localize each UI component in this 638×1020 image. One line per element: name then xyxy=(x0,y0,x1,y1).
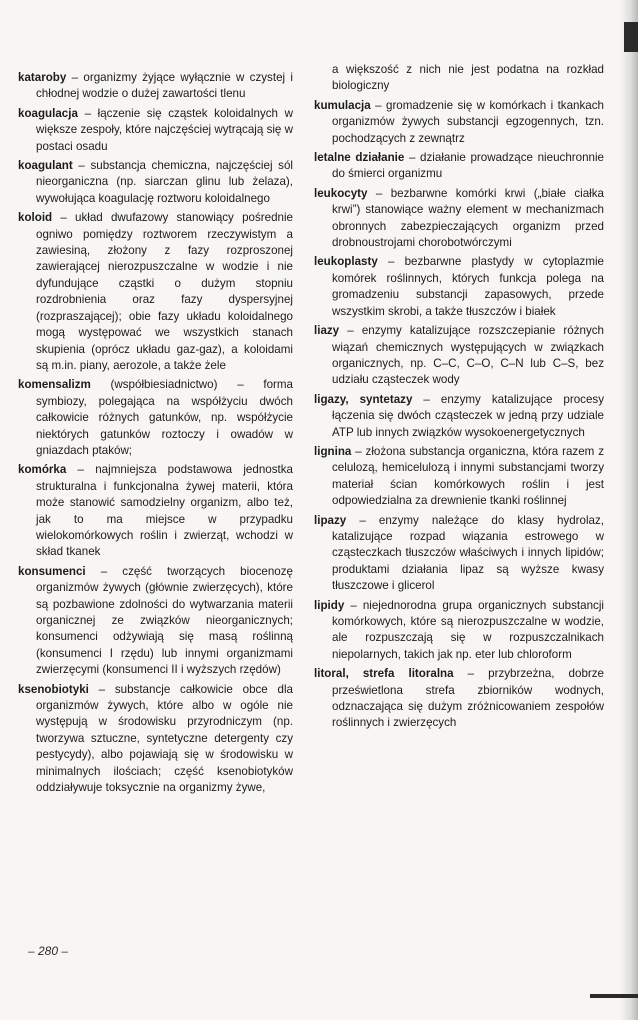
entry-term: leukoplasty xyxy=(314,255,378,269)
entry-definition: (współbiesiadnictwo) – forma symbiozy, polegająca na współżyciu dwóch całkowicie różnych gatunków, np. współżycie niektórych gatunków roztoczy i owadów w gniazdach ptaków; xyxy=(36,378,293,457)
glossary-entry-konsumenci xyxy=(18,564,293,679)
glossary-entry-liazy xyxy=(314,323,604,389)
entry-definition: – substancje całkowicie obce dla organizmów żywych, które albo w ogóle nie występują w środowisku przyrodniczym (np. tworzywa sztuczne, syntetyczne detergenty czy pestycydy), albo pojawiają się w środowisku w minimalnych ilościach; część ksenobiotyków oddziaływuje toksycznie na organizmy żywe, xyxy=(36,682,293,795)
entry-term: konsumenci xyxy=(18,564,86,578)
entry-definition: – bezbarwne komórki krwi („białe ciałka krwi”) stanowiące ważny element w mechanizmach obronnych zabezpieczających organizm przed drobnoustrojami chorobotwórczymi xyxy=(332,186,604,250)
glossary-entry-leukoplasty xyxy=(314,254,604,320)
glossary-entry-leukocyty xyxy=(314,186,604,252)
entry-term: koagulacja xyxy=(18,106,78,120)
entry-definition: – najmniejsza podstawowa jednostka strukturalna i funkcjonalna żywej materii, która może stanowić samodzielny organizm, albo też, jak to ma miejsce w przypadku wielokomórkowych roślin i zwierząt, wchodzi w skład tkanek xyxy=(36,463,293,559)
entry-definition: – układ dwufazowy stanowiący pośrednie ogniwo pomiędzy roztworem rzeczywistym a zawiesiną, złożony z fazy rozproszonej zawierającej nierozpuszczalne w wodzie i nie dyfundujące cząstki o dużym stopniu rozdrobnienia oraz fazy dyspersyjnej (rozpraszającej); obie fazy układu koloidalnego mogą występować we wszystkich stanach skupienia (oprócz układu gaz-gaz), a koloidami są m.in. piany, aerozole, a także żele xyxy=(36,211,293,372)
entry-definition: – niejednorodna grupa organicznych substancji komórkowych, które są nierozpuszczalne w wodzie, ale rozpuszczają się w rozpuszczalnikach niepolarnych, takich jak np. eter lub chloroform xyxy=(332,598,604,661)
entry-definition: – substancja chemiczna, najczęściej sól nieorganiczna (np. siarczan glinu lub żelaza), wywołująca koagulację roztworu koloidalnego xyxy=(36,159,293,205)
entry-term: koagulant xyxy=(18,159,73,173)
glossary-entry-lipazy xyxy=(314,513,604,595)
glossary-entry-kataroby xyxy=(18,70,293,103)
glossary-entry-ksenobiotyki xyxy=(18,682,293,797)
entry-term: lipazy xyxy=(314,513,347,527)
left-column xyxy=(18,70,293,799)
glossary-entry-ligazy xyxy=(314,392,604,441)
entry-definition: – bezbarwne plastydy w cytoplazmie komórek roślinnych, których funkcja polega na gromadzeniu substancji zapasowych, przede wszystkim skrobi, a także tłuszczów i białek xyxy=(332,255,604,318)
edge-mark-top xyxy=(624,22,638,52)
entry-term: letalne działanie xyxy=(314,151,405,165)
glossary-entry-lipidy xyxy=(314,598,604,664)
glossary-entry-koagulacja xyxy=(18,106,293,155)
entry-definition: – gromadzenie się w komórkach i tkankach organizmów żywych substancji egzogennych, tzn. pochodzących z zewnątrz xyxy=(332,98,604,145)
entry-term: komórka xyxy=(18,463,67,477)
entry-definition: – część tworzących biocenozę organizmów żywych (głównie zwierzęcych), które są pozbawione zdolności do wytwarzania materii organicznej ze związków nieorganicznych; konsumenci odżywiają się masą roślinną (konsumenci I rzędu) lub innymi organizmami zwierzęcymi (konsumenci II i wyższych rzędów) xyxy=(36,564,293,677)
entry-term: kataroby xyxy=(18,71,67,84)
glossary-entry-koloid xyxy=(18,210,293,374)
entry-definition: – działanie prowadzące nieuchronnie do śmierci organizmu xyxy=(332,151,604,181)
glossary-entry-litoral xyxy=(314,666,604,732)
glossary-entry-komorka xyxy=(18,462,293,560)
page-edge-shadow xyxy=(620,0,638,1020)
entry-term: liazy xyxy=(314,324,340,338)
glossary-entry-continuation xyxy=(314,62,604,95)
entry-term: lignina xyxy=(314,444,352,458)
page-number: – 280 – xyxy=(28,944,69,958)
right-column xyxy=(314,62,604,735)
glossary-entry-lignina xyxy=(314,444,604,510)
glossary-entry-letalne-dzialanie xyxy=(314,150,604,183)
entry-definition: – enzymy katalizujące rozszczepianie różnych wiązań chemicznych występujących w związkach organicznych, np. C–C, C–O, C–N lub C–S, bez udziału cząsteczek wody xyxy=(332,324,604,387)
glossary-entry-kumulacja xyxy=(314,98,604,147)
entry-term: koloid xyxy=(18,211,53,225)
entry-term: kumulacja xyxy=(314,98,371,112)
entry-term: lipidy xyxy=(314,598,345,612)
entry-term: ksenobiotyki xyxy=(18,682,89,696)
entry-term: litoral, strefa litoralna xyxy=(314,667,454,681)
glossary-entry-komensalizm xyxy=(18,377,293,459)
entry-definition: – złożona substancja organiczna, która razem z celulozą, hemicelulozą i innymi substancjami tworzy materiał ścian komórkowych roślin i jest odpowiedzialna za drewnienie tkanki roślinnej xyxy=(332,444,604,508)
entry-definition: – enzymy należące do klasy hydrolaz, katalizujące rozpad wiązania estrowego w cząsteczkach tłuszczów właściwych i innych lipidów; produktami działania lipaz są wyższe kwasy tłuszczowe i glicerol xyxy=(332,513,604,593)
entry-definition: – enzymy katalizujące procesy łączenia się dwóch cząsteczek w jedną przy udziale ATP lub innych związków wysokoenergetycznych xyxy=(332,392,604,439)
entry-definition: – łączenie się cząstek koloidalnych w większe zespoły, które najczęściej wytrącają się w postaci osadu xyxy=(36,106,293,153)
continued-definition: a większość z nich nie jest podatna na rozkład biologiczny xyxy=(332,63,604,93)
edge-mark-bottom xyxy=(590,994,638,998)
entry-definition: – organizmy żyjące wyłącznie w czystej i chłodnej wodzie o dużej zawartości tlenu xyxy=(36,71,293,101)
entry-term: komensalizm xyxy=(18,378,91,392)
entry-definition: – przybrzeżna, dobrze prześwietlona strefa zbiorników wodnych, odznaczająca się dużym zróżnicowaniem zespołów roślinnych i zwierzęcych xyxy=(332,667,605,730)
entry-term: leukocyty xyxy=(314,186,368,200)
glossary-entry-koagulant xyxy=(18,158,293,207)
entry-term: ligazy, syntetazy xyxy=(314,392,413,406)
